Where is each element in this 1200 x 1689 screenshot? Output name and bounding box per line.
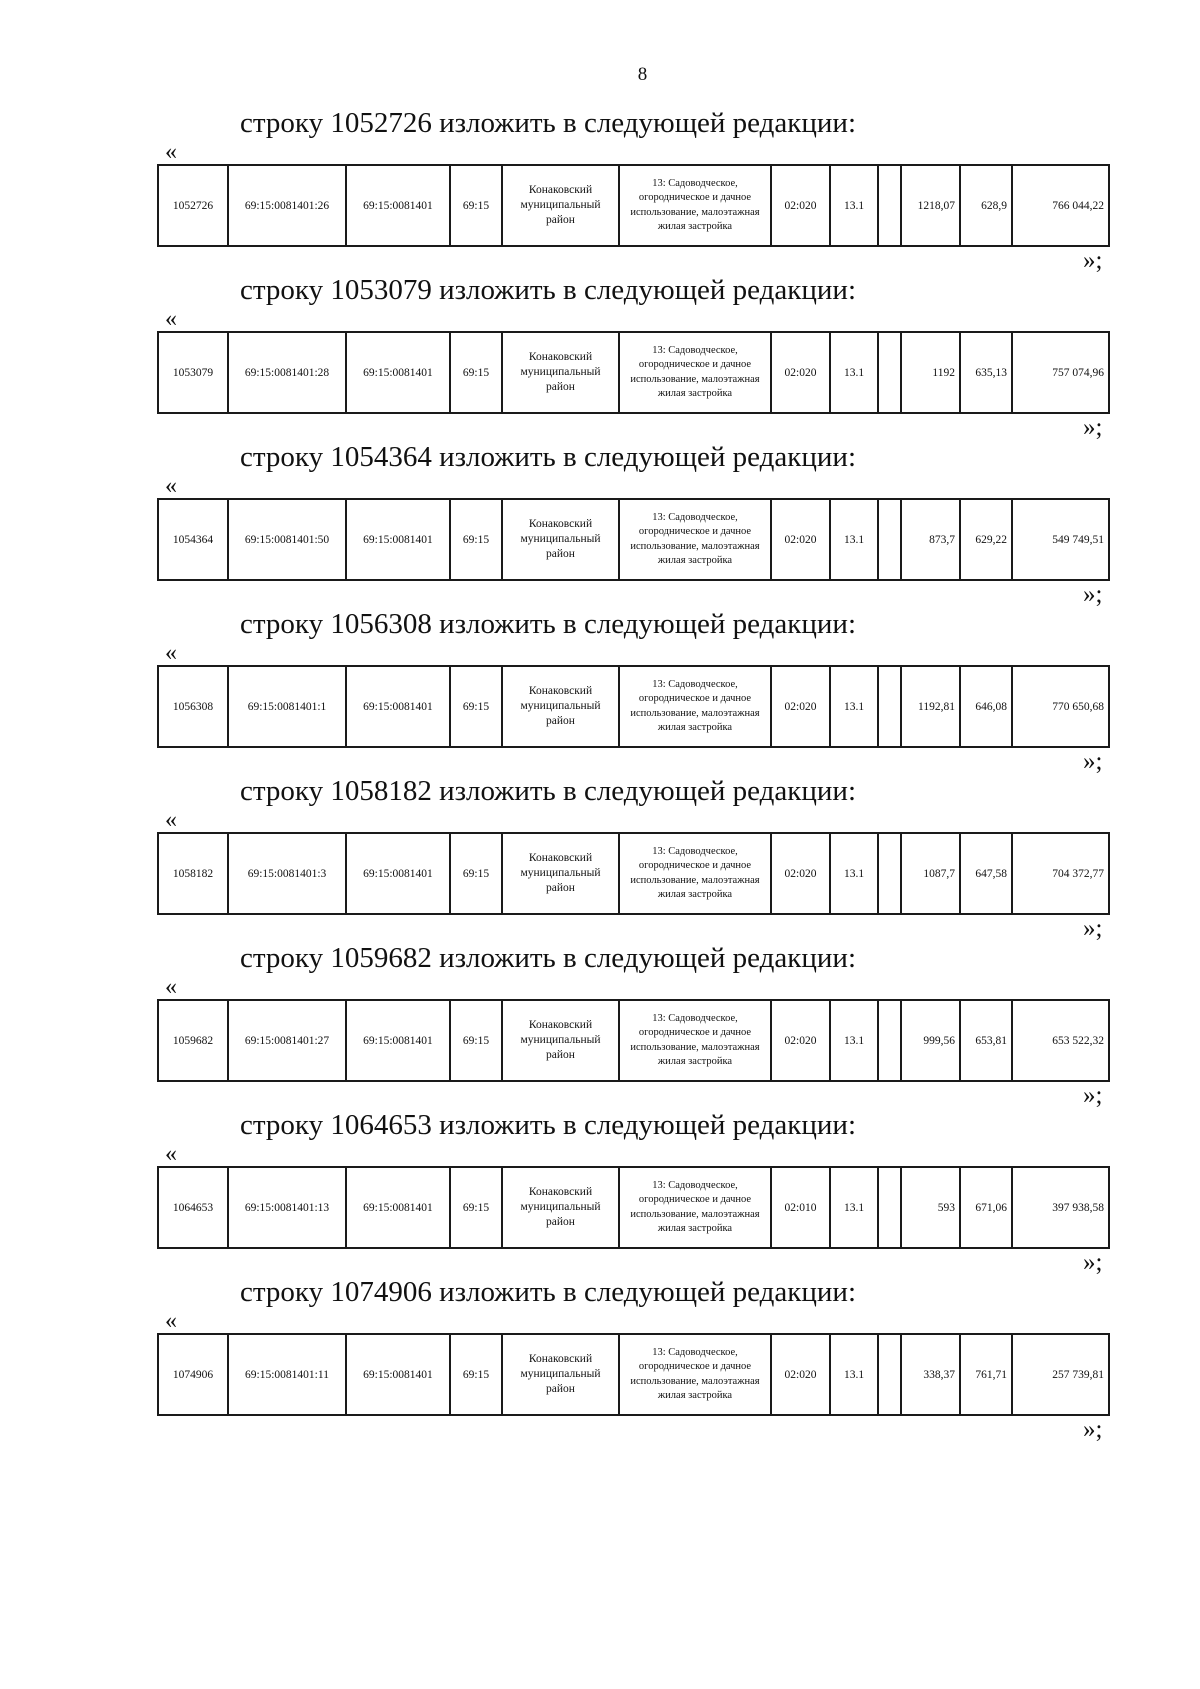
cell-land-use-purpose: 13: Садоводческое, огородническое и дачное использование, малоэтажная жилая застройка — [619, 666, 771, 747]
cell-cadastral-quarter: 69:15:0081401 — [346, 666, 450, 747]
cell-empty — [878, 666, 901, 747]
closing-quote-mark: »; — [1083, 581, 1103, 608]
cell-land-use-purpose: 13: Садоводческое, огородническое и дачное использование, малоэтажная жилая застройка — [619, 165, 771, 246]
page-number: 8 — [637, 64, 648, 85]
register-row-table — [157, 832, 1110, 915]
closing-quote-mark: »; — [1083, 915, 1103, 942]
cell-cadastral-number: 69:15:0081401:50 — [228, 499, 346, 580]
cell-area: 873,7 — [901, 499, 960, 580]
cell-cadastral-value: 757 074,96 — [1012, 332, 1109, 413]
closing-quote-mark: »; — [1083, 414, 1103, 441]
closing-quote-mark: »; — [1083, 1416, 1103, 1443]
cell-cadastral-quarter: 69:15:0081401 — [346, 165, 450, 246]
table-row — [158, 666, 1109, 747]
cell-land-use-purpose: 13: Садоводческое, огородническое и дачное использование, малоэтажная жилая застройка — [619, 332, 771, 413]
cell-cadastral-number: 69:15:0081401:26 — [228, 165, 346, 246]
cell-land-use-purpose: 13: Садоводческое, огородническое и дачное использование, малоэтажная жилая застройка — [619, 833, 771, 914]
opening-quote-mark: « — [165, 640, 177, 666]
opening-quote-mark: « — [165, 306, 177, 332]
cell-cadastral-value: 653 522,32 — [1012, 1000, 1109, 1081]
cell-land-use-purpose: 13: Садоводческое, огородническое и дачное использование, малоэтажная жилая застройка — [619, 1334, 771, 1415]
cell-empty — [878, 332, 901, 413]
cell-subgroup: 13.1 — [830, 1334, 878, 1415]
cell-district-code: 69:15 — [450, 499, 502, 580]
closing-quote-mark: »; — [1083, 748, 1103, 775]
cell-land-use-purpose: 13: Садоводческое, огородническое и дачное использование, малоэтажная жилая застройка — [619, 1167, 771, 1248]
opening-quote-mark: « — [165, 1308, 177, 1334]
cell-cadastral-number: 69:15:0081401:11 — [228, 1334, 346, 1415]
cell-row-id: 1054364 — [158, 499, 228, 580]
cell-subgroup: 13.1 — [830, 833, 878, 914]
cell-district: Конаковский муниципальный район — [502, 499, 619, 580]
section-heading: строку 1058182 изложить в следующей редакции: — [240, 775, 856, 807]
cell-subgroup: 13.1 — [830, 499, 878, 580]
cell-specific-value: 671,06 — [960, 1167, 1012, 1248]
register-row-table — [157, 1166, 1110, 1249]
cell-area: 1192,81 — [901, 666, 960, 747]
opening-quote-mark: « — [165, 139, 177, 165]
cell-district-code: 69:15 — [450, 833, 502, 914]
cell-specific-value: 629,22 — [960, 499, 1012, 580]
cell-subgroup: 13.1 — [830, 666, 878, 747]
table-row — [158, 1000, 1109, 1081]
cell-subgroup: 13.1 — [830, 332, 878, 413]
cell-cadastral-quarter: 69:15:0081401 — [346, 1000, 450, 1081]
section-heading: строку 1074906 изложить в следующей редакции: — [240, 1276, 856, 1308]
cell-district: Конаковский муниципальный район — [502, 1000, 619, 1081]
section-heading: строку 1064653 изложить в следующей редакции: — [240, 1109, 856, 1141]
section-heading: строку 1059682 изложить в следующей редакции: — [240, 942, 856, 974]
opening-quote-mark: « — [165, 473, 177, 499]
register-row-table — [157, 665, 1110, 748]
cell-cadastral-value: 766 044,22 — [1012, 165, 1109, 246]
cell-area: 1192 — [901, 332, 960, 413]
cell-land-use-purpose: 13: Садоводческое, огородническое и дачное использование, малоэтажная жилая застройка — [619, 499, 771, 580]
section-heading: строку 1053079 изложить в следующей редакции: — [240, 274, 856, 306]
cell-cadastral-value: 257 739,81 — [1012, 1334, 1109, 1415]
cell-area: 593 — [901, 1167, 960, 1248]
cell-cadastral-number: 69:15:0081401:13 — [228, 1167, 346, 1248]
cell-district: Конаковский муниципальный район — [502, 1334, 619, 1415]
cell-empty — [878, 833, 901, 914]
cell-district-code: 69:15 — [450, 332, 502, 413]
cell-specific-value: 646,08 — [960, 666, 1012, 747]
closing-quote-mark: »; — [1083, 1249, 1103, 1276]
cell-district-code: 69:15 — [450, 1000, 502, 1081]
cell-code: 02:010 — [771, 1167, 830, 1248]
cell-cadastral-number: 69:15:0081401:3 — [228, 833, 346, 914]
cell-row-id: 1064653 — [158, 1167, 228, 1248]
cell-code: 02:020 — [771, 666, 830, 747]
cell-code: 02:020 — [771, 1000, 830, 1081]
cell-subgroup: 13.1 — [830, 165, 878, 246]
cell-specific-value: 653,81 — [960, 1000, 1012, 1081]
cell-specific-value: 635,13 — [960, 332, 1012, 413]
cell-cadastral-quarter: 69:15:0081401 — [346, 1334, 450, 1415]
cell-subgroup: 13.1 — [830, 1000, 878, 1081]
opening-quote-mark: « — [165, 807, 177, 833]
cell-empty — [878, 499, 901, 580]
cell-land-use-purpose: 13: Садоводческое, огородническое и дачное использование, малоэтажная жилая застройка — [619, 1000, 771, 1081]
cell-row-id: 1059682 — [158, 1000, 228, 1081]
cell-empty — [878, 1334, 901, 1415]
opening-quote-mark: « — [165, 1141, 177, 1167]
register-row-table — [157, 1333, 1110, 1416]
cell-area: 338,37 — [901, 1334, 960, 1415]
cell-area: 999,56 — [901, 1000, 960, 1081]
cell-district-code: 69:15 — [450, 666, 502, 747]
cell-empty — [878, 165, 901, 246]
cell-district: Конаковский муниципальный район — [502, 1167, 619, 1248]
section-heading: строку 1056308 изложить в следующей редакции: — [240, 608, 856, 640]
register-row-table — [157, 331, 1110, 414]
cell-cadastral-quarter: 69:15:0081401 — [346, 499, 450, 580]
table-row — [158, 332, 1109, 413]
closing-quote-mark: »; — [1083, 247, 1103, 274]
section-heading: строку 1052726 изложить в следующей редакции: — [240, 107, 856, 139]
section-heading: строку 1054364 изложить в следующей редакции: — [240, 441, 856, 473]
cell-area: 1218,07 — [901, 165, 960, 246]
cell-cadastral-value: 549 749,51 — [1012, 499, 1109, 580]
closing-quote-mark: »; — [1083, 1082, 1103, 1109]
cell-row-id: 1058182 — [158, 833, 228, 914]
table-row — [158, 833, 1109, 914]
cell-cadastral-quarter: 69:15:0081401 — [346, 1167, 450, 1248]
cell-subgroup: 13.1 — [830, 1167, 878, 1248]
register-row-table — [157, 164, 1110, 247]
cell-cadastral-number: 69:15:0081401:28 — [228, 332, 346, 413]
cell-row-id: 1074906 — [158, 1334, 228, 1415]
cell-specific-value: 647,58 — [960, 833, 1012, 914]
cell-specific-value: 628,9 — [960, 165, 1012, 246]
cell-code: 02:020 — [771, 332, 830, 413]
cell-cadastral-value: 397 938,58 — [1012, 1167, 1109, 1248]
table-row — [158, 165, 1109, 246]
cell-code: 02:020 — [771, 165, 830, 246]
cell-district: Конаковский муниципальный район — [502, 165, 619, 246]
cell-specific-value: 761,71 — [960, 1334, 1012, 1415]
cell-cadastral-number: 69:15:0081401:1 — [228, 666, 346, 747]
cell-district-code: 69:15 — [450, 1334, 502, 1415]
cell-district: Конаковский муниципальный район — [502, 332, 619, 413]
cell-district-code: 69:15 — [450, 1167, 502, 1248]
cell-row-id: 1053079 — [158, 332, 228, 413]
opening-quote-mark: « — [165, 974, 177, 1000]
register-row-table — [157, 498, 1110, 581]
cell-district-code: 69:15 — [450, 165, 502, 246]
cell-cadastral-value: 770 650,68 — [1012, 666, 1109, 747]
cell-district: Конаковский муниципальный район — [502, 833, 619, 914]
cell-code: 02:020 — [771, 499, 830, 580]
cell-code: 02:020 — [771, 833, 830, 914]
cell-area: 1087,7 — [901, 833, 960, 914]
cell-cadastral-value: 704 372,77 — [1012, 833, 1109, 914]
table-row — [158, 1167, 1109, 1248]
cell-empty — [878, 1167, 901, 1248]
register-row-table — [157, 999, 1110, 1082]
table-row — [158, 1334, 1109, 1415]
cell-cadastral-quarter: 69:15:0081401 — [346, 833, 450, 914]
cell-cadastral-quarter: 69:15:0081401 — [346, 332, 450, 413]
cell-empty — [878, 1000, 901, 1081]
cell-row-id: 1056308 — [158, 666, 228, 747]
cell-code: 02:020 — [771, 1334, 830, 1415]
cell-cadastral-number: 69:15:0081401:27 — [228, 1000, 346, 1081]
cell-row-id: 1052726 — [158, 165, 228, 246]
table-row — [158, 499, 1109, 580]
cell-district: Конаковский муниципальный район — [502, 666, 619, 747]
